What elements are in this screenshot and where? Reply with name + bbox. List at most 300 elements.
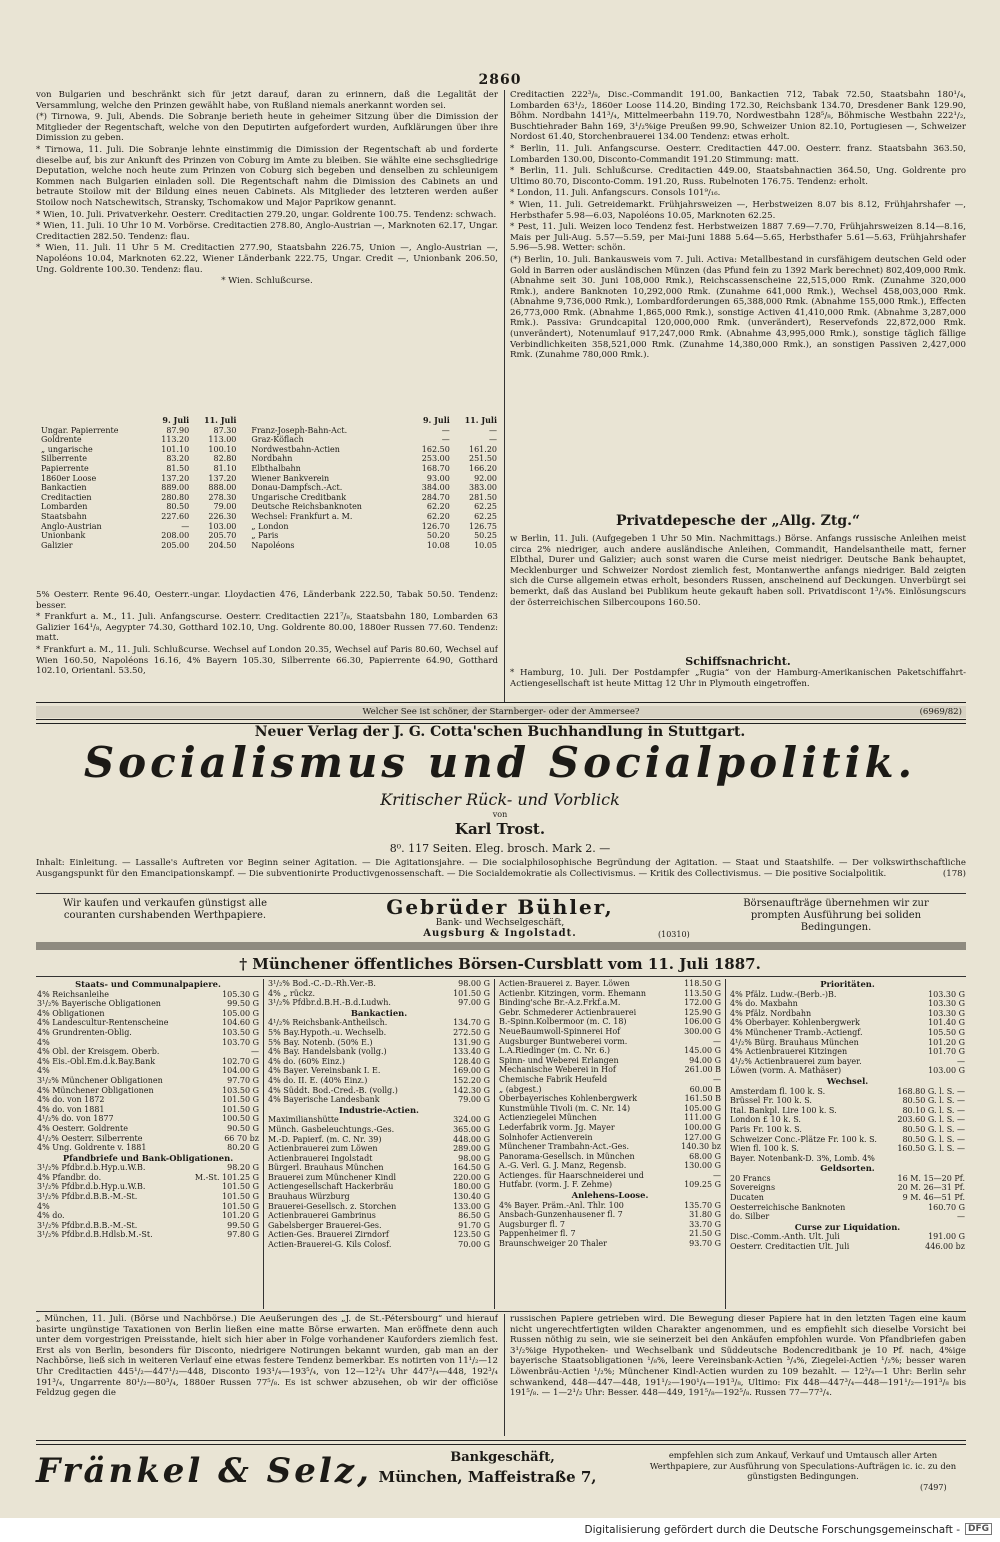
security-name: 4% Bayer. Vereinsbank I. E. [268,1066,381,1076]
quote-value: 137.20 [161,473,190,483]
security-name: Brauhaus Würzburg [268,1192,350,1202]
quote-value: 226.30 [208,511,237,521]
security-name: 3¹/₂% Pfdbr.d.B.Hdlsb.M.-St. [37,1230,153,1240]
paragraph: (*) Tirnowa, 9. Juli, Abends. Die Sobranje berieth heute in geheimer Sitzung über die Dimission der Mitglieder der Regentschaft, welche von den Deputirten aufgefordert wurden, Aufklärungen über ihre Dimission zu geben. [36,112,498,144]
quote-value: 62.20 [426,502,450,512]
quote-value: 324.00 G [453,1115,490,1125]
security-name: 4% Oesterr. Goldrente [37,1123,128,1133]
ad-number: (6969/82) [919,707,962,717]
security-name: Actien-Brauerei-G. Kils Colosf. [268,1240,392,1250]
table-row [36,1095,260,1105]
security-name: Actiengesellschaft Hackerbräu [268,1182,394,1192]
quote-table [36,990,260,1153]
quote-value: 101.20 G [928,1037,965,1047]
divider [36,893,966,894]
quote-value: 164.50 G [453,1163,490,1173]
quote-value: 103.30 G [928,999,965,1009]
quote-value: 80.50 G. l. S. — [902,1134,965,1144]
security-name: Actienbr. Kitzingen, vorm. Ehemann [499,988,647,998]
table-row [36,1192,260,1202]
security-name: 4% Actienbrauerei Kitzingen [730,1047,848,1057]
security-name: Deutsche Reichsbanknoten [251,502,362,512]
table-row [729,1125,966,1135]
quote-value: 16 M. 15—20 Pf. [897,1173,965,1183]
quote-value: 105.30 G [222,989,259,999]
section-heading: Pfandbriefe und Bank-Obligationen. [62,1152,234,1163]
security-name: Galizier [41,540,73,550]
security-name: Wien fl. 100 k. S. [730,1144,799,1154]
quote-table [267,1115,491,1249]
table-row [36,1038,260,1048]
starnberger-text: Welcher See ist schöner, der Starnberger- oder der Ammersee? [362,707,640,717]
table-row [36,1009,260,1019]
quote-value: 9 M. 46—51 Pf. [902,1193,965,1203]
quote-value: 98.00 G [458,1153,490,1163]
paragraph: * Hamburg, 10. Juli. Der Postdampfer „Rugia“ von der Hamburg-Amerikanischen Paketschiffahrt-Actiengesellschaft ist heute Mittag 12 Uhr in Plymouth eingetroffen. [510,668,966,689]
table-row [267,1173,491,1183]
table-row [267,1221,491,1231]
table-row [40,493,498,503]
paragraph: * Wien. Schlußcurse. [221,276,313,287]
quote-value: 10.05 [474,540,497,550]
table-row [729,1242,966,1252]
quote-value: 208.00 [161,531,190,541]
left-column-top [36,90,498,412]
security-name: L.A.Riedinger (m. C. Nr. 6.) [499,1046,611,1056]
table-row [36,1114,260,1124]
security-name: Elbthalbahn [251,463,301,473]
security-name: Braunschweiger 20 Thaler [499,1239,607,1249]
security-name: Bankactien [41,483,87,493]
quote-value: — [251,1047,259,1057]
security-name: 4% Pfälz. Ludw.-(Berb.-)B. [730,989,837,999]
table-row [729,1232,966,1242]
table-row [267,998,491,1008]
divider-bar [36,942,966,950]
security-name: Chemische Fabrik Heufeld [499,1074,608,1084]
column-header [237,416,409,426]
paragraph: * Wien, 10. Juli. Privatverkehr. Oesterr. Creditactien 279.20, ungar. Goldrente 100.75. Tendenz: schwach. [36,209,497,220]
security-name: Actienziegelei München [499,1113,597,1123]
column-divider [504,90,505,702]
quote-value: 162.50 [421,444,450,454]
quote-table [729,1232,966,1251]
quote-value: 87.90 [166,425,190,435]
security-name: 3¹/₂% Pfdbr.d.B.H.-B.d.Ludwh. [268,998,391,1008]
table-row [498,1094,722,1104]
quote-value: 101.50 G [222,1201,259,1211]
security-name: Spinn- und Weberei Erlangen [499,1055,619,1065]
paragraph: * Berlin, 11. Juli. Anfangscurse. Oesterr. Creditactien 447.00. Oesterr. franz. Staatsbahn 363.50, Lombarden 130.00, Disconto-Commandit 191.20 Stimmung: matt. [510,143,966,165]
buehler-right: Börsenaufträge übernehmen wir zur prompten Ausführung bei soliden Bedingungen. [743,898,929,933]
security-name: Amsterdam fl. 100 k. S. [730,1086,826,1096]
kursblatt-title: † Münchener öffentliches Börsen-Cursblatt vom 11. Juli 1887. [239,955,761,973]
quote-value: 99.50 G [227,999,259,1009]
security-name: Lederfabrik vorm. Jg. Mayer [499,1122,615,1132]
security-name: Augsburger fl. 7 [499,1219,565,1229]
quote-value: 101.50 G [222,1182,259,1192]
quote-value: 60.00 B [689,1084,721,1094]
table-row [267,1154,491,1164]
cotta-book-title: Socialismus und Socialpolitik. [83,738,917,787]
table-row [729,1106,966,1116]
security-name: Napoléons [251,540,295,550]
quote-value: 289.00 G [453,1144,490,1154]
security-name: 4% Bayerische Landesbank [268,1095,380,1105]
security-name: Disc.-Comm.-Anth. Ult. Juli [730,1232,840,1242]
quote-value: 79.00 [213,502,237,512]
kursblatt-col-1 [36,979,260,1309]
quote-value: 101.50 G [222,1095,259,1105]
quote-value: 98.20 G [227,1163,259,1173]
quote-value: 80.50 G. l. S. — [902,1096,965,1106]
paragraph: * Frankfurt a. M., 11. Juli. Anfangscurse. Oesterr. Creditactien 221⁷/₈, Staatsbahn 180, Lombarden 63 Galizier 164¹/₈, Aegypter 74.30, Gotthard 102.10, Ung. Goldrente 80.00, 1880er Russen 77.60. Tendenz: matt. [36,612,498,644]
quote-value: 272.50 G [453,1027,490,1037]
column-header: 11. Juli [464,416,497,425]
table-row [498,1133,722,1143]
table-row [267,1192,491,1202]
paragraph: * Wien, 11. Juli. Getreidemarkt. Frühjahrsweizen —, Herbstweizen 8.07 bis 8.12, Frühjahrshafer —, Herbsthafer 5.98—6.03, Napoléons 10.05, Marknoten 62.25. [510,199,966,221]
cotta-contents-text: Inhalt: Einleitung. — Lassalle's Auftreten vor Beginn seiner Agitation. — Die Agitationsjahre. — Die socialphilosophische Begründung der Agitation. — Staat und Staatshilfe. — Der volkswirthschaftliche Ausgangspunkt für den Emancipationskampf. — Die subventionirte Productivgenossenschaft. — Die Socialdemokratie als Collectivismus. — Kritik des Collectivismus. — Die positive Socialpolitik. [36,858,966,879]
quote-value: 102.70 G [222,1056,259,1066]
security-name: 4% Bay. Handelsbank (vollg.) [268,1047,387,1057]
quote-value: 203.60 G. l. S. — [897,1115,965,1125]
table-row [267,1057,491,1067]
table-row [40,464,498,474]
table-row [40,512,498,522]
security-name: 3¹/₂% Pfdbr.d.B.B.-M.-St. [37,1220,138,1230]
security-name: Silberrente [41,454,87,464]
quote-value: 109.25 G [684,1180,721,1190]
cotta-von: von [492,810,508,819]
quote-table [36,1163,260,1240]
quote-value: 80.50 [166,502,190,512]
quote-value: 172.00 G [684,998,721,1008]
security-name: Donau-Dampfsch.-Act. [251,483,343,493]
security-name: „ ungarische [41,444,93,454]
left-column-bottom [36,590,498,702]
wien-schlusscurse-table [40,416,498,588]
quote-value: 126.70 [421,521,450,531]
security-name: Ungar. Papierrente [41,425,119,435]
security-name: Ducaten [730,1193,764,1203]
column-header: 11. Juli [204,416,237,425]
table-row [36,1076,260,1086]
kursblatt-col-4 [729,979,966,1309]
table-row [36,1057,260,1067]
quote-table [498,1201,722,1249]
quote-value: 135.70 G [684,1200,721,1210]
security-name: 4% [37,1201,50,1211]
security-name: Wechsel: Frankfurt a. M. [251,511,353,521]
table-header [40,416,498,426]
quote-value: 93.00 [426,473,450,483]
ad-number: (7497) [920,1483,947,1492]
section-heading: Prioritäten. [820,979,875,989]
table-row [267,1182,491,1192]
quote-value: 383.00 [469,483,497,493]
quote-value: 126.75 [469,521,497,531]
security-name: NeueBaumwoll-Spinnerei Hof [499,1026,621,1036]
security-name: 4% Eis.-Obl.Em.d.k.Bay.Bank [37,1056,156,1066]
quote-value: 104.00 G [222,1066,259,1076]
table-row [498,1229,722,1239]
table-row [498,1113,722,1123]
quote-value: 105.50 G [928,1027,965,1037]
quote-value: 103.50 G [222,1085,259,1095]
security-name: 4% do. von 1872 [37,1095,105,1105]
quote-value: 251.50 [469,454,497,464]
security-name: 3¹/₂% Pfdbr.d.B.B.-M.-St. [37,1192,138,1202]
security-name: Franz-Joseph-Bahn-Act. [251,425,348,435]
security-name: 3¹/₂% Pfdbr.d.b.Hyp.u.W.B. [37,1163,146,1173]
table-row [498,1201,722,1211]
security-name: 1860er Loose [41,473,97,483]
paragraph: * Berlin, 11. Juli. Schlußcurse. Creditactien 449.00, Staatsbahnactien 364.50, Ung. Goldrente pro Ultimo 80.70, Disconto-Comm. 191.20, Russ. Rubelnoten 176.75. Tendenz: erholt. [510,166,966,187]
table-row [498,1065,722,1075]
security-name: Actien-Brauerei z. Bayer. Löwen [499,979,630,988]
kursblatt-col-3 [498,979,722,1309]
paragraph: 5% Oesterr. Rente 96.40, Oesterr.-ungar. Lloydactien 476, Länderbank 222.50, Tabak 50.50. Tendenz: besser. [36,590,498,611]
security-name: Brüssel Fr. 100 k. S. [730,1096,812,1106]
security-name: 4% Obligationen [37,1008,105,1018]
security-name: Münchener Trambahn-Act.-Ges. [499,1142,630,1152]
quote-value: 91.70 G [458,1220,490,1230]
paragraph: von Bulgarien und beschränkt sich für jetzt darauf, daran zu erinnern, daß die Legalität der Versammlung, welche den Prinzen gewählt habe, von Rußland niemals anerkannt worden sei. [36,90,498,111]
quote-value: 83.20 [166,454,190,464]
quote-value: 101.50 G [222,1104,259,1114]
security-name: Augsburger Buntweberei vorm. [499,1036,628,1046]
table-row [498,1142,722,1152]
quote-value: 118.50 G [684,979,721,988]
quote-value: 101.40 G [928,1018,965,1028]
starnberger-ad [36,706,966,718]
quote-value: 261.00 B [684,1065,721,1075]
quote-value: — [489,425,497,435]
paragraph: (*) Berlin, 10. Juli. Bankausweis vom 7. Juli. Activa: Metallbestand in cursfähigem deutschen Geld oder Gold in Barren oder ausländischen Münzen (das Pfund fein zu 1392 Mark berechnet) 802,409,000 Rmk. (Abnahme seit 30. Juni 108,000 Rmk.), Reichscassenscheine 22,515,000 Rmk. (Zunahme 320,000 Rmk.), andere Banknoten 10,292,000 Rmk. (Zunahme 641,000 Rmk.), Wechsel 458,003,000 Rmk. (Abnahme 9,736,000 Rmk.), Lombardforderungen 65,388,000 Rmk. (Abnahme 155,000 Rmk.), Effecten 26,773,000 Rmk. (Abnahme 1,865,000 Rmk.), sonstige Activen 41,410,000 Rmk. (Abnahme 3,287,000 Rmk.). Passiva: Grundcapital 120,000,000 Rmk. (unverändert), Reservefonds 22,872,000 Rmk. (unverändert), Notenumlauf 917,247,000 Rmk. (Abnahme 43,995,000 Rmk.), sonstige täglich fällige Verbindlichkeiten 358,521,000 Rmk. (Zunahme 14,380,000 Rmk.), an sonstigen Passiven 2,427,000 Rmk. (Zunahme 780,000 Rmk.). [510,254,966,361]
quote-value: 142.30 G [453,1085,490,1095]
quote-value: 66 70 bz [224,1133,259,1143]
right-column-top [510,90,966,508]
table-row [267,1144,491,1154]
security-name: Bayer. Notenbank-D. 3%, Lomb. 4% [730,1153,875,1163]
quote-value: 166.20 [469,463,497,473]
quote-value: 127.00 G [684,1132,721,1142]
section-heading: Wechsel. [826,1075,869,1086]
ad-number: (178) [942,868,966,879]
security-name: 3¹/₂% Bayerische Obligationen [37,999,161,1009]
table-row [40,474,498,484]
column-header: 9. Juli [422,416,450,425]
quote-value: 103.00 [208,521,237,531]
security-name: Actienbrauerei Ingolstadt [268,1153,373,1163]
quote-value: 10.08 [426,540,450,550]
table-row [267,1230,491,1240]
kursblatt-col-2 [267,979,491,1309]
quote-value: 82.80 [213,454,237,464]
security-name: Ungarische Creditbank [251,492,347,502]
footer-text: Digitalisierung gefördert durch die Deutsche Forschungsgemeinschaft - [584,1524,960,1536]
security-name: 4¹/₂% do. von 1877 [37,1114,114,1124]
quote-value: 80.20 G [227,1143,259,1153]
quote-value: 94.00 G [689,1055,721,1065]
ad-number: (10310) [658,930,690,939]
table-row [498,1161,722,1171]
table-row [267,1125,491,1135]
security-name: 4% Grundrenten-Oblig. [37,1027,132,1037]
security-name: M.-D. Papierf. (m. C. Nr. 39) [268,1134,382,1144]
security-name: 4% Ung. Goldrente v. 1881 [37,1143,147,1153]
table-row [267,1115,491,1125]
table-row [729,1203,966,1213]
quote-value: 111.00 G [684,1113,721,1123]
quote-value: — [713,1036,721,1046]
wien-table [40,416,498,550]
security-name: Papierrente [41,463,89,473]
quote-value: 81.10 [213,463,237,473]
security-name: Actienbrauerei Gambrinus [268,1211,376,1221]
quote-value: 113.20 [161,435,190,445]
security-name: Oberbayerisches Kohlenbergwerk [499,1094,638,1104]
table-row [267,1202,491,1212]
security-name: 4% „ rückz. [268,988,315,998]
table-row [729,1193,966,1203]
buehler-left: Wir kaufen und verkaufen günstigst alle couranten curshabenden Werthpapiere. [62,898,268,921]
security-name: Maximilianshütte [268,1115,339,1125]
table-row [36,1047,260,1057]
cotta-format: 8⁰. 117 Seiten. Eleg. brosch. Mark 2. — [389,842,611,855]
column-divider [725,979,726,1309]
quote-value: 131.90 G [453,1037,490,1047]
table-row [498,1123,722,1133]
security-name: Pappenheimer fl. 7 [499,1229,576,1239]
quote-value: — [181,521,190,531]
ship-news [510,655,966,702]
table-row [36,1066,260,1076]
quote-value: 92.00 [474,473,497,483]
column-divider [494,979,495,1309]
quote-value: 97.80 G [227,1230,259,1240]
security-name: Lombarden [41,502,88,512]
quote-value: 113.50 G [684,988,721,998]
table-row [729,990,966,1000]
quote-value: 106.00 G [684,1017,721,1027]
quote-value: — [489,435,497,445]
muenchen-report-right: russischen Papiere getrieben wird. Die Bewegung dieser Papiere hat in den letzten Tagen eine kaum nicht ungerechtfertigten wilden Charakter angenommen, und es empfiehlt sich dieselbe Vorsicht bei Russen nöthig zu sein, wie sie seinerzeit bei den Ankäufen empfohlen wurde. Von Pfandbriefen gaben 3¹/₂%ige Hypotheken- und Wechselbank und Süddeutsche Bodencreditbank je 10 Pf. nach, 4%ige bayerische Staatsobligationen ¹/₈%, leere Vereinsbank-Actien ³/₄%, Ziegelei-Actien ¹/₂%; besser waren Löwenbräu-Actien ¹/₂%; Münchener Kindl-Actien wurden zu 109 bezahlt. — 12³/₄—1 Uhr: Berlin sehr schwankend, 448—447—448, 191¹/₂—190¹/₄—191³/₈, Ultimo: Fix 448—447³/₄—448—191¹/₂—191³/₈ bis 191⁵/₈. — 1—2¹/₂ Uhr: Besser. 448—449, 191⁵/₈—192⁵/₈. Russen 77—77³/₄. [510,1314,966,1399]
quote-value: — [713,1170,721,1180]
security-name: Ansbach-Gunzenhausener fl. 7 [499,1210,623,1220]
quote-value: 97.70 G [227,1075,259,1085]
table-row [729,1009,966,1019]
security-name: Actienbrauerei zum Löwen [268,1144,378,1154]
security-name: do. Silber [730,1212,770,1222]
quote-value: 62.20 [426,511,450,521]
table-row [729,1144,966,1154]
table-row [36,1028,260,1038]
divider [36,1311,966,1312]
table-row [498,1008,722,1018]
table-row [40,483,498,493]
paragraph: Creditactien 222³/₈, Disc.-Commandit 191.00, Bankactien 712, Tabak 72.50, Staatsbahn 180¹/₄, Lombarden 63¹/₂, 1860er Loose 114.20, Binding 172.30, Reichsbank 134.70, Dresdener Bank 129.90, Böhm. Nordbahn 141³/₄, Mittelmeerbahn 119.70, Nordwestbahn 128⁵/₈, Böhmische Westbahn 222¹/₂, Buschtiehrader Bahn 169, 3¹/₂%ige Preußen 99.90, Schweizer Union 82.10, Portugiesen —, Schweizer Nordost 61.40, Storchenbrauerei 134.00 Tendenz: etwas erholt. [510,90,966,143]
table-row [498,1220,722,1230]
quote-value: 80.50 G. l. S. — [902,1124,965,1134]
quote-value: 128.40 G [453,1056,490,1066]
quote-value: 101.70 G [928,1047,965,1057]
security-name: Graz-Köflach [251,435,304,445]
quote-value: 62.25 [474,511,497,521]
quote-value: 220.00 G [453,1172,490,1182]
quote-value: 21.50 G [689,1229,721,1239]
quote-value: 888.00 [208,483,237,493]
security-name: Löwen (vorm. A. Mathäser) [730,1066,842,1076]
table-row [267,1163,491,1173]
table-row [729,1183,966,1193]
quote-value: 133.00 G [453,1201,490,1211]
security-name: Actienges. für Haarschneiderei und [499,1170,644,1180]
security-name: 4% Münchener Obligationen [37,1085,154,1095]
paragraph: w Berlin, 11. Juli. (Aufgegeben 1 Uhr 50 Min. Nachmittags.) Börse. Anfangs russische Anleihen meist circa 2% niedriger, auch andere ausländische Anleihen, Commandit, Handelsantheile matt, ferner Elbthal, Durer und Galizier; auch sonst waren die Curse meist niedriger. Deutsche Bank behauptet, Mecklenburger und Schweizer Nordost ziemlich fest, Montanwerthe anfangs niedriger. Bald zeigten sich die Curse allgemein etwas erholt, besonders Russen, anscheinend auf Deckungen. Unverbürgt sei bemerkt, daß das Ausland bei Publikum heute gekauft haben soll. Privatdiscont 1³/₄%. Einlösungscurs der österreichischen Silbercoupons 160.50. [510,534,966,608]
cotta-book-subtitle: Kritischer Rück- und Vorblick [380,790,620,809]
table-row [36,1182,260,1192]
quote-value: 205.00 [161,540,190,550]
table-row [498,1056,722,1066]
table-row [267,979,491,989]
quote-value: 889.00 [161,483,190,493]
quote-value: 384.00 [421,483,450,493]
table-row [498,1085,722,1095]
table-row [36,1221,260,1231]
table-row [36,1105,260,1115]
table-row [729,999,966,1009]
paragraph: * Pest, 11. Juli. Weizen loco Tendenz fest. Herbstweizen 1887 7.69—7.70, Frühjahrsweizen 8.14—8.16, Mais per Juli-Aug. 5.57—5.59, per Mai-Juni 1888 5.64—5.65, Herbsthafer 5.61—5.63, Frühjahrshafer 5.96—5.98. Wetter: schön. [510,222,966,254]
private-dispatch-heading: Privatdepesche der „Allg. Ztg.“ [615,513,861,529]
table-row [40,522,498,532]
quote-value: 50.20 [426,531,450,541]
security-name: 4¹/₂% Reichsbank-Antheilsch. [268,1018,388,1028]
table-row [729,1057,966,1067]
security-name: Goldrente [41,435,82,445]
security-name: Ital. Bankpl. Lire 100 k. S. [730,1105,837,1115]
table-row [498,979,722,989]
security-name: 4% do. (60% Einz.) [268,1056,345,1066]
security-name: Anglo-Austrian [41,521,102,531]
quote-value: M.-St. 101.25 G [194,1172,259,1182]
security-name: 3¹/₂% Bod.-C.-D.-Rh.Ver.-B. [268,979,376,988]
table-row [729,1174,966,1184]
quote-value: 105.00 G [684,1103,721,1113]
buehler-sub1: Bank- und Wechselgeschäft, [435,918,565,928]
security-name: London £ 10 k. S. [730,1115,801,1125]
fraenkel-offer: empfehlen sich zum Ankauf, Verkauf und Umtausch aller Arten Werthpapiere, zur Ausführung von Speculations-Aufträgen ic. ic. zu den günstigsten Bedingungen. [649,1450,957,1481]
security-name: Wiener Bankverein [251,473,330,483]
table-row [36,1230,260,1240]
quote-value: 191.00 G [928,1232,965,1242]
table-row [267,1076,491,1086]
quote-value: 161.50 B [684,1094,721,1104]
quote-value: 80.10 G. l. S. — [902,1105,965,1115]
table-row [498,1180,722,1190]
quote-value: 101.50 G [453,988,490,998]
section-heading: Anlehens-Loose. [571,1190,649,1201]
quote-value: 68.00 G [689,1151,721,1161]
table-row [498,1171,722,1181]
security-name: „ Paris [251,531,279,541]
security-name: 4% Oberbayer. Kohlenbergwerk [730,1018,860,1028]
security-name: 5% Bay.Hypoth.-u. Wechselb. [268,1027,387,1037]
security-name: 4% [37,1037,50,1047]
quote-table [729,990,966,1076]
quote-value: 204.50 [208,540,237,550]
